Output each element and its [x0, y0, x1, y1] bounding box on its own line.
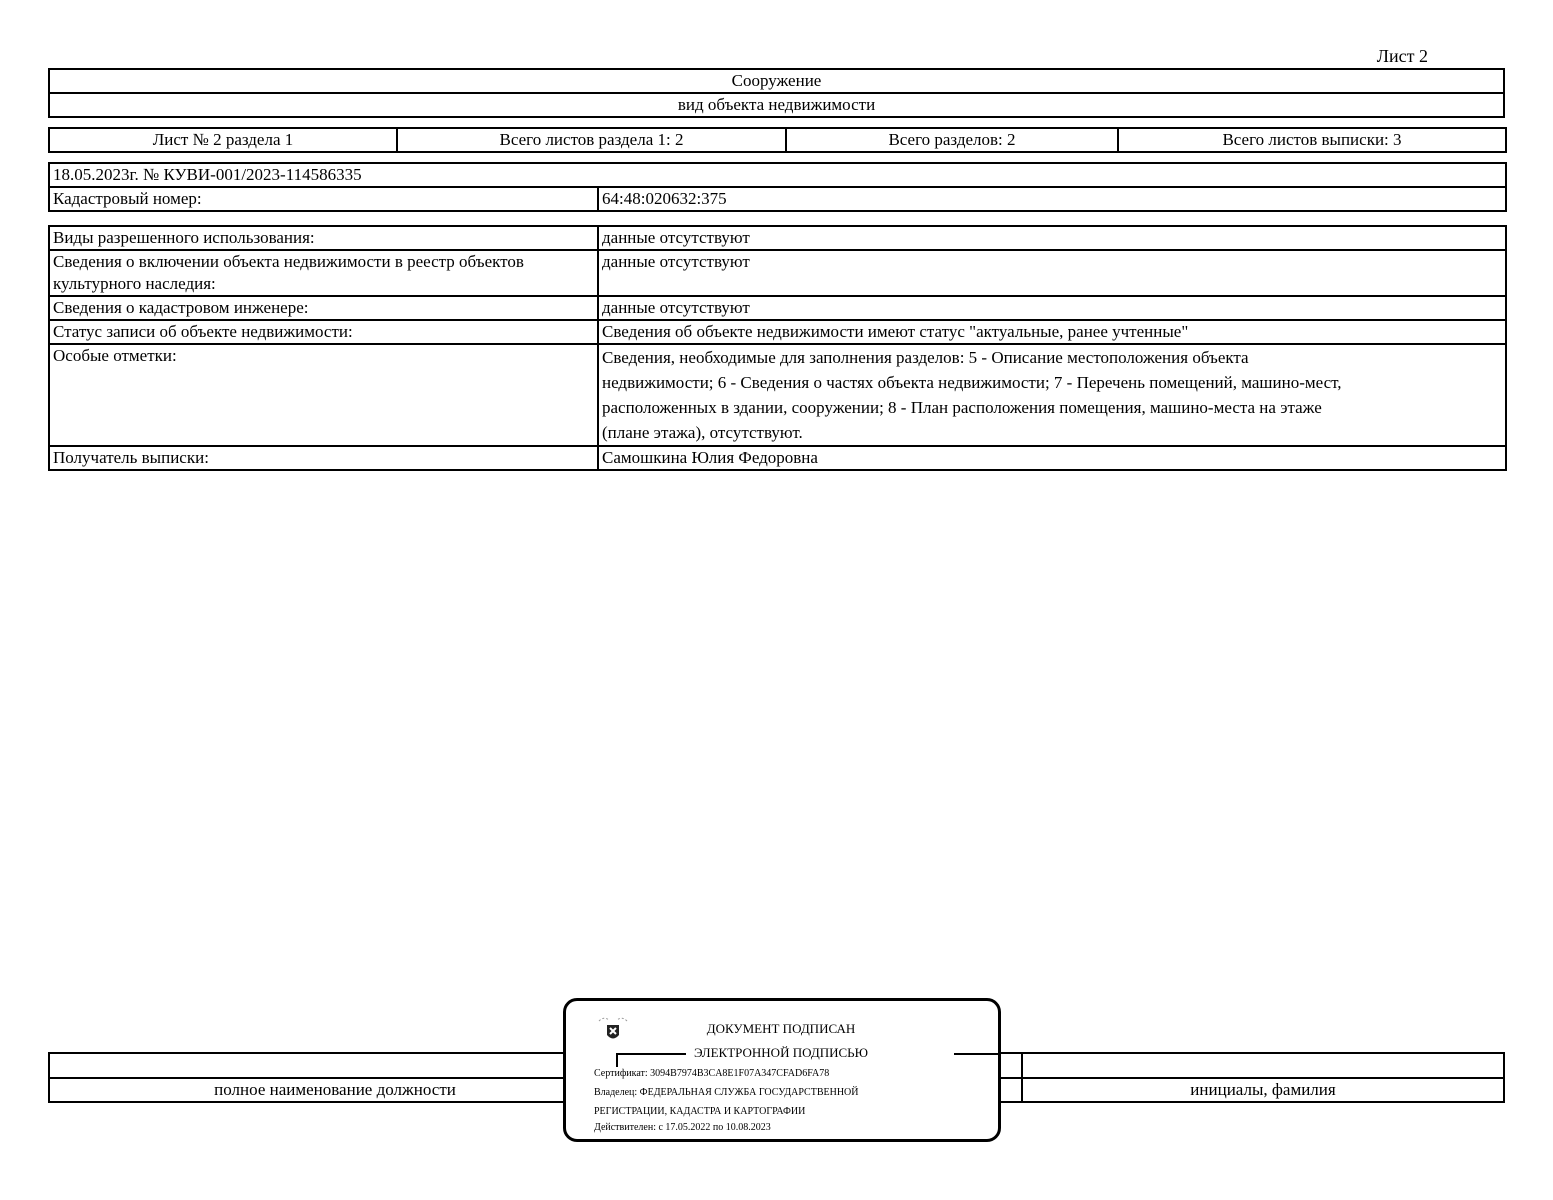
info-value: данные отсутствуют [598, 296, 1506, 320]
info-label: Виды разрешенного использования: [49, 226, 598, 250]
position-caption: полное наименование должности [214, 1080, 456, 1099]
info-value: Самошкина Юлия Федоровна [598, 446, 1506, 470]
info-label: Получатель выписки: [49, 446, 598, 470]
special-notes-line: (плане этажа), отсутствуют. [602, 423, 803, 442]
sheet-label: Лист 2 [1376, 46, 1428, 66]
info-label: Сведения о кадастровом инженере: [49, 296, 598, 320]
info-label: Статус записи об объекте недвижимости: [49, 320, 598, 344]
stamp-tick [616, 1053, 618, 1067]
total-sheets-section: Всего листов раздела 1: 2 [397, 128, 786, 152]
stamp-line2: ЭЛЕКТРОННОЙ ПОДПИСЬЮ [694, 1045, 868, 1060]
object-kind-caption: вид объекта недвижимости [49, 93, 1504, 117]
info-value-special-notes [598, 344, 1506, 446]
signature-right-border [1503, 1052, 1505, 1103]
stamp-certificate: Сертификат: 3094B7974B3CA8E1F07A347CFAD6FA78 [594, 1068, 830, 1079]
stamp-validity: Действителен: с 17.05.2022 по 10.08.2023 [594, 1122, 771, 1133]
stamp-owner-line2: РЕГИСТРАЦИИ, КАДАСТРА И КАРТОГРАФИИ [594, 1106, 806, 1117]
special-notes-line: недвижимости; 6 - Сведения о частях объекта недвижимости; 7 - Перечень помещений, машино-мест, [602, 373, 1342, 392]
object-info-table [48, 225, 1507, 471]
total-sheets-extract: Всего листов выписки: 3 [1118, 128, 1506, 152]
info-label: Особые отметки: [49, 344, 598, 446]
object-name: Сооружение [49, 69, 1504, 93]
info-row [49, 250, 1506, 296]
special-notes-line: расположенных в здании, сооружении; 8 - План расположения помещения, машино-места на этаже [602, 398, 1322, 417]
sheet-of-section: Лист № 2 раздела 1 [49, 128, 397, 152]
sheet-counts-table [48, 127, 1507, 153]
info-value: данные отсутствуют [598, 250, 1506, 296]
electronic-signature-stamp [563, 998, 1001, 1142]
stamp-underline-left [616, 1053, 686, 1055]
stamp-connector-line [954, 1053, 998, 1055]
info-row [49, 320, 1506, 344]
info-row [49, 296, 1506, 320]
info-label: Сведения о включении объекта недвижимости в реестр объектов культурного наследия: [49, 250, 598, 296]
stamp-line1: ДОКУМЕНТ ПОДПИСАН [706, 1021, 856, 1036]
registration-record: 18.05.2023г. № КУВИ-001/2023-114586335 [49, 163, 1506, 187]
info-value: данные отсутствуют [598, 226, 1506, 250]
special-notes-line: Сведения, необходимые для заполнения разделов: 5 - Описание местоположения объекта [602, 348, 1249, 367]
registration-table [48, 162, 1507, 212]
stamp-owner-line1: Владелец: ФЕДЕРАЛЬНАЯ СЛУЖБА ГОСУДАРСТВЕННОЙ [594, 1087, 859, 1098]
info-value: Сведения об объекте недвижимости имеют статус "актуальные, ранее учтенные" [598, 320, 1506, 344]
info-row [49, 344, 1506, 446]
coat-of-arms-icon [596, 1015, 630, 1045]
object-header-table [48, 68, 1505, 118]
cadastral-label: Кадастровый номер: [49, 187, 598, 211]
initials-caption: инициалы, фамилия [1190, 1080, 1336, 1099]
info-row [49, 226, 1506, 250]
total-sections: Всего разделов: 2 [786, 128, 1118, 152]
info-row [49, 446, 1506, 470]
cadastral-value: 64:48:020632:375 [598, 187, 1506, 211]
